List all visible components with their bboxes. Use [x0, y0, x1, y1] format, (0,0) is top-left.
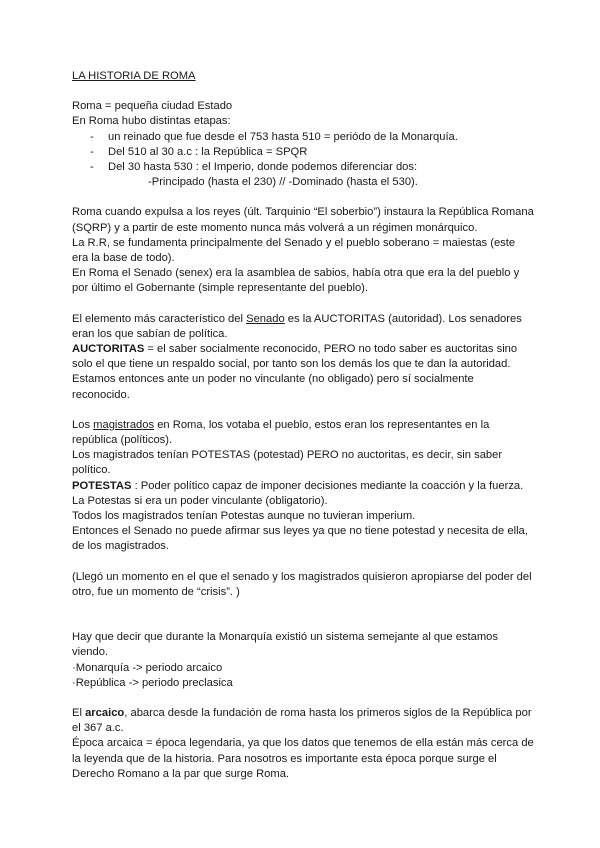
arcaico-term: arcaico — [85, 706, 125, 719]
paragraph: Roma cuando expulsa a los reyes (últ. Tarquinio “El soberbio”) instaura la República Romana (SQRP) y a partir de este momento nunca más volverá a un régimen monárquico. — [72, 206, 534, 234]
stages-list — [72, 130, 534, 191]
list-item: ·Monarquía -> periodo arcaico — [72, 661, 223, 674]
archaic-section — [72, 706, 534, 782]
list-item: - Del 510 al 30 a.c : la República = SPQR — [72, 145, 534, 160]
definition-text: : Poder político capaz de imponer decisiones mediante la coacción y la fuerza. — [131, 479, 524, 492]
definition-term: POTESTAS — [72, 479, 132, 492]
definition-text: = el saber socialmente reconocido, PERO no todo saber es auctoritas sino solo el que tiene un respaldo social, por tanto son los demás los que te dan la autoridad. — [72, 343, 518, 371]
senado-term: Senado — [246, 312, 285, 325]
paragraph — [72, 418, 534, 448]
definition-term: AUCTORITAS — [72, 343, 145, 356]
magistrados-term: magistrados — [93, 418, 155, 431]
list-item: - un reinado que fue desde el 753 hasta 510 = periódo de la Monarquía. — [72, 130, 534, 145]
paragraph: En Roma el Senado (senex) era la asamblea de sabios, había otra que era la del pueblo y por último el Gobernante (simple representante del pueblo). — [72, 267, 520, 295]
list-item: ·República -> periodo preclasica — [72, 676, 233, 689]
paragraph: Todos los magistrados tenían Potestas aunque no tuvieran imperium. — [72, 510, 416, 523]
republic-section — [72, 205, 534, 296]
text-line: En Roma hubo distintas etapas: — [72, 115, 231, 128]
text-span: , abarca desde la fundación de roma hasta los primeros siglos de la República por el 367 a.c. — [72, 706, 532, 735]
definition — [72, 342, 534, 372]
text-span: Los — [72, 418, 94, 431]
text-span: El — [72, 706, 86, 719]
paragraph: Los magistrados tenían POTESTAS (potestad) PERO no auctoritas, es decir, sin saber político. — [72, 449, 503, 477]
periods-section — [72, 630, 534, 691]
list-item — [72, 160, 534, 190]
sub-item: -Principado (hasta el 230) // -Dominado (hasta el 530). — [148, 176, 418, 189]
intro-section — [72, 99, 534, 190]
list-item-text: Del 30 hasta 530 : el Imperio, donde podemos diferenciar dos: — [108, 161, 418, 174]
document-body — [72, 69, 534, 782]
paragraph: Entonces el Senado no puede afirmar sus leyes ya que no tiene potestad y necesita de ella, de los magistrados. — [72, 525, 528, 553]
paragraph: La R.R, se fundamenta principalmente del Senado y el pueblo soberano = maiestas (este era la base de todo). — [72, 236, 516, 265]
text-line: Roma = pequeña ciudad Estado — [72, 100, 233, 113]
text-span: El elemento más característico del — [72, 312, 247, 325]
paragraph — [72, 706, 534, 736]
crisis-note: (Llegó un momento en el que el senado y los magistrados quisieron apropiarse del poder del otro, fue un momento de “crisis”. ) — [72, 570, 532, 598]
page-title: LA HISTORIA DE ROMA — [72, 70, 196, 82]
paragraph: Hay que decir que durante la Monarquía existió un sistema semejante al que estamos viendo. — [72, 631, 498, 659]
text-span: es la AUCTORITAS (autoridad). Los senadores eran los que sabían de política. — [72, 312, 522, 340]
auctoritas-section — [72, 312, 534, 403]
paragraph: Estamos entonces ante un poder no vinculante (no obligado) pero sí socialmente reconocido. — [72, 373, 474, 401]
potestas-section — [72, 418, 534, 555]
text-span: en Roma, los votaba el pueblo, estos eran los representantes en la república (políticos). — [72, 418, 490, 447]
definition — [72, 479, 534, 494]
paragraph: Época arcaica = época legendaria, ya que los datos que tenemos de ella están más cerca de la leyenda que de la historia. Para nosotros es importante esta época porque surge el Derecho Romano a la par que surge Roma. — [72, 737, 534, 780]
paragraph — [72, 312, 534, 342]
paragraph: La Potestas si era un poder vinculante (obligatorio). — [72, 494, 328, 507]
